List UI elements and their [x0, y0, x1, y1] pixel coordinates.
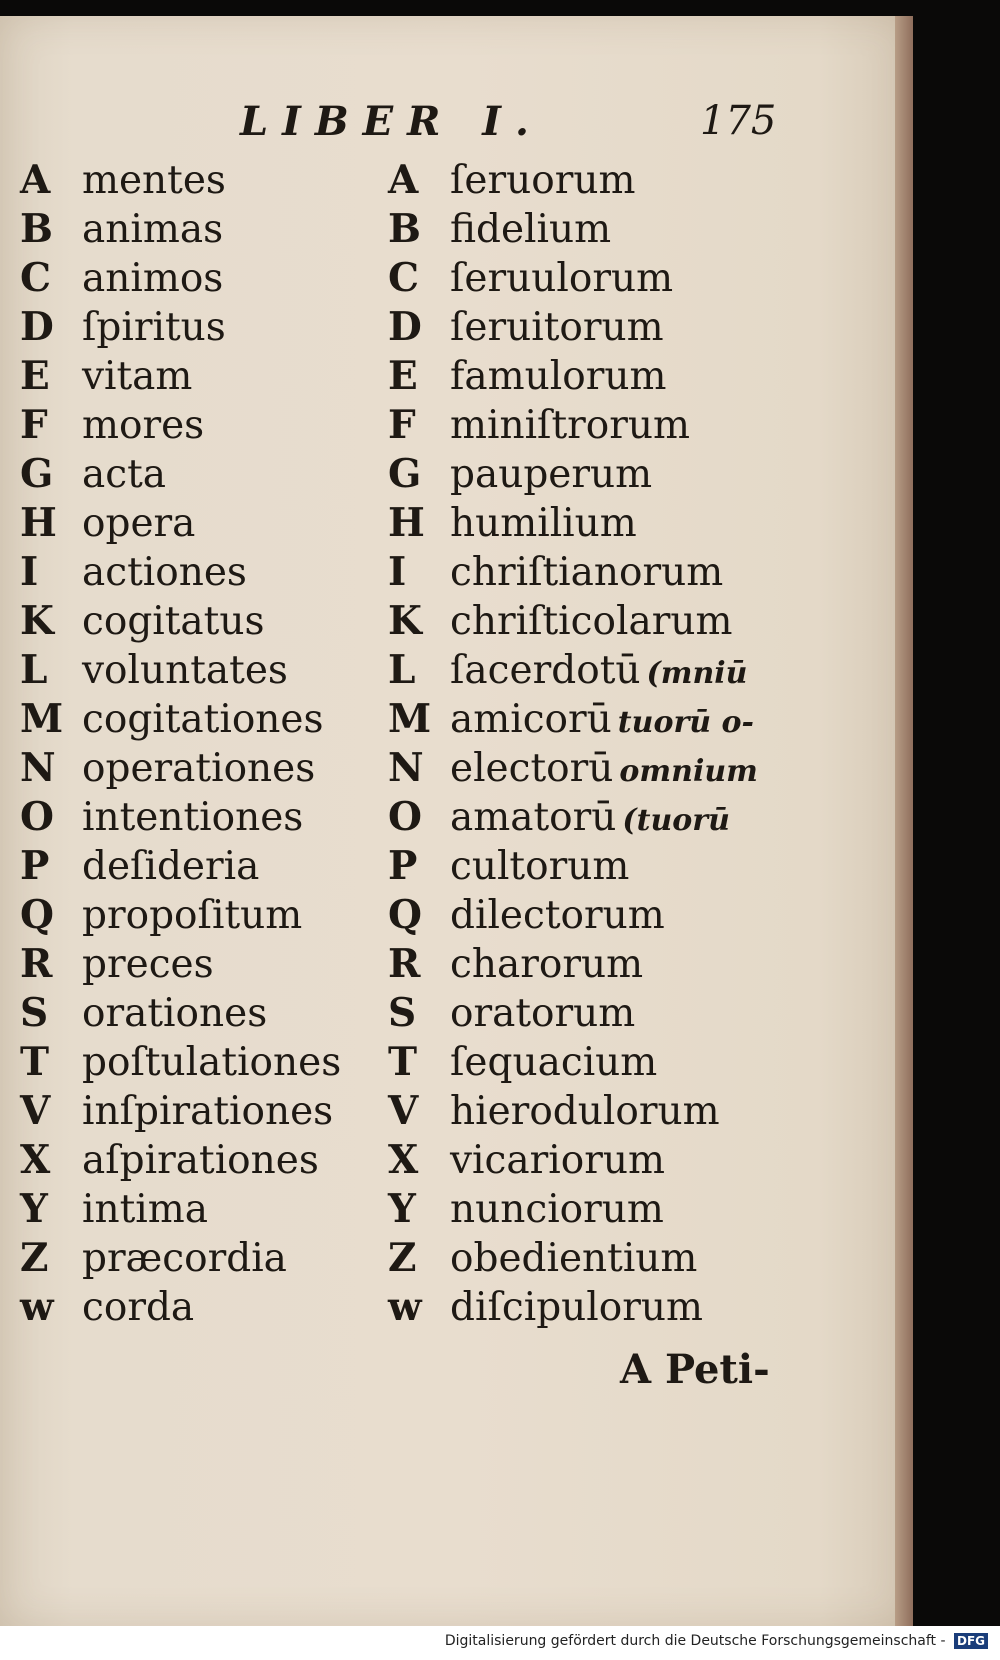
entry-word: actiones — [82, 550, 247, 595]
book-page — [0, 16, 910, 1626]
entry-letter: V — [20, 1088, 51, 1134]
entry-letter: L — [20, 647, 48, 693]
list-item — [388, 744, 758, 793]
entry-note: (tuorū — [622, 803, 730, 838]
list-item — [20, 1038, 341, 1087]
list-item — [388, 891, 758, 940]
entry-word: chriſticolarum — [450, 599, 733, 644]
footer-credit-text: Digitalisierung gefördert durch die Deutsche Forschungsgemeinschaft - — [444, 1633, 946, 1649]
entry-letter: C — [388, 255, 420, 301]
list-item — [388, 254, 758, 303]
entry-letter: O — [388, 794, 422, 840]
list-item — [388, 646, 758, 695]
list-item — [388, 1087, 758, 1136]
entry-letter: B — [388, 206, 421, 252]
running-title: LIBER I. — [240, 98, 543, 145]
list-item — [20, 303, 341, 352]
list-item — [20, 989, 341, 1038]
list-item — [20, 254, 341, 303]
list-item — [20, 842, 341, 891]
entry-letter: G — [388, 451, 422, 497]
entry-word: ſeruorum — [450, 158, 636, 203]
entry-letter: w — [388, 1284, 422, 1330]
entry-letter: G — [20, 451, 54, 497]
list-item — [388, 450, 758, 499]
entry-note: omnium — [619, 754, 758, 789]
list-item — [388, 1136, 758, 1185]
entry-word: poſtulationes — [82, 1040, 342, 1085]
entry-letter: X — [388, 1137, 419, 1183]
list-item — [388, 352, 758, 401]
entry-word: fidelium — [450, 207, 612, 252]
list-item — [20, 1234, 341, 1283]
entry-word: ſacerdotū — [450, 648, 641, 693]
entry-letter: S — [388, 990, 417, 1036]
entry-note: (mniū — [646, 656, 748, 691]
entry-word: diſcipulorum — [450, 1285, 703, 1330]
entry-letter: H — [20, 500, 57, 546]
list-item — [20, 891, 341, 940]
entry-letter: R — [20, 941, 53, 987]
dfg-logo: DFG — [954, 1633, 988, 1649]
list-item — [20, 597, 341, 646]
entry-letter: I — [20, 549, 39, 595]
entry-word: obedientium — [450, 1236, 698, 1281]
entry-word: inſpirationes — [82, 1089, 334, 1134]
entry-letter: M — [20, 696, 64, 742]
entry-word: propoſitum — [82, 893, 303, 938]
entry-letter: F — [388, 402, 416, 448]
entry-word: aſpirationes — [82, 1138, 319, 1183]
right-column — [388, 156, 758, 1332]
list-item — [20, 401, 341, 450]
list-item — [388, 205, 758, 254]
entry-letter: S — [20, 990, 49, 1036]
entry-word: ſeruitorum — [450, 305, 664, 350]
entry-letter: T — [20, 1039, 50, 1085]
entry-word: cultorum — [450, 844, 630, 889]
entry-letter: H — [388, 500, 425, 546]
list-item — [20, 940, 341, 989]
entry-word: amicorū — [450, 697, 612, 742]
entry-letter: X — [20, 1137, 51, 1183]
entry-letter: Y — [388, 1186, 416, 1232]
entry-letter: E — [388, 353, 418, 399]
list-item — [388, 303, 758, 352]
entry-letter: V — [388, 1088, 419, 1134]
entry-word: præcordia — [82, 1236, 287, 1281]
entry-letter: A — [20, 157, 51, 203]
entry-letter: P — [388, 843, 418, 889]
entry-word: oratorum — [450, 991, 636, 1036]
list-item — [20, 1185, 341, 1234]
entry-word: animos — [82, 256, 224, 301]
list-item — [388, 499, 758, 548]
footer-credit — [445, 1633, 988, 1649]
entry-letter: D — [388, 304, 422, 350]
entry-word: cogitationes — [82, 697, 324, 742]
list-item — [20, 352, 341, 401]
entry-word: voluntates — [82, 648, 288, 693]
entry-word: pauperum — [450, 452, 653, 497]
entry-word: humilium — [450, 501, 637, 546]
entry-letter: F — [20, 402, 48, 448]
entry-word: charorum — [450, 942, 644, 987]
entry-letter: Z — [388, 1235, 417, 1281]
entry-word: opera — [82, 501, 196, 546]
entry-word: acta — [82, 452, 167, 497]
entry-letter: w — [20, 1284, 54, 1330]
entry-word: nunciorum — [450, 1187, 664, 1232]
entry-letter: K — [20, 598, 54, 644]
entry-letter: P — [20, 843, 50, 889]
entry-word: miniſtrorum — [450, 403, 691, 448]
entry-word: cogitatus — [82, 599, 265, 644]
entry-word: ſpiritus — [82, 305, 226, 350]
list-item — [388, 156, 758, 205]
entry-word: electorū — [450, 746, 614, 791]
catchword: A Peti- — [620, 1346, 770, 1393]
entry-word: corda — [82, 1285, 195, 1330]
list-item — [388, 597, 758, 646]
entry-letter: M — [388, 696, 432, 742]
entry-letter: N — [388, 745, 424, 791]
entry-letter: B — [20, 206, 53, 252]
list-item — [388, 548, 758, 597]
entry-letter: Y — [20, 1186, 48, 1232]
entry-letter: O — [20, 794, 54, 840]
list-item — [20, 1283, 341, 1332]
entry-letter: I — [388, 549, 407, 595]
entry-word: animas — [82, 207, 224, 252]
list-item — [20, 1136, 341, 1185]
list-item — [388, 1234, 758, 1283]
entry-word: famulorum — [450, 354, 667, 399]
list-item — [20, 156, 341, 205]
list-item — [388, 989, 758, 1038]
entry-letter: D — [20, 304, 54, 350]
entry-word: orationes — [82, 991, 268, 1036]
entry-word: mentes — [82, 158, 226, 203]
entry-word: operationes — [82, 746, 316, 791]
entry-letter: Z — [20, 1235, 49, 1281]
entry-word: vitam — [82, 354, 193, 399]
entry-word: deſideria — [82, 844, 260, 889]
list-item — [20, 548, 341, 597]
entry-word: dilectorum — [450, 893, 665, 938]
list-item — [388, 1185, 758, 1234]
entry-word: hierodulorum — [450, 1089, 720, 1134]
page-number: 175 — [700, 98, 777, 144]
digitization-footer — [0, 1626, 1000, 1660]
list-item — [388, 793, 758, 842]
entry-word: ſeruulorum — [450, 256, 674, 301]
list-item — [20, 450, 341, 499]
entry-word: chriſtianorum — [450, 550, 724, 595]
entry-letter: T — [388, 1039, 418, 1085]
entry-letter: K — [388, 598, 422, 644]
list-item — [388, 695, 758, 744]
list-item — [388, 1038, 758, 1087]
entry-word: preces — [82, 942, 214, 987]
entry-letter: A — [388, 157, 419, 203]
list-item — [20, 1087, 341, 1136]
list-item — [388, 940, 758, 989]
entry-word: intentiones — [82, 795, 304, 840]
entry-note: tuorū o- — [617, 705, 754, 740]
list-item — [388, 401, 758, 450]
entry-letter: R — [388, 941, 421, 987]
entry-letter: C — [20, 255, 52, 301]
list-item — [20, 646, 341, 695]
entry-word: intima — [82, 1187, 208, 1232]
list-item — [388, 842, 758, 891]
list-item — [20, 499, 341, 548]
entry-word: ſequacium — [450, 1040, 658, 1085]
list-item — [388, 1283, 758, 1332]
page-edge — [895, 16, 913, 1626]
list-item — [20, 205, 341, 254]
entry-word: vicariorum — [450, 1138, 665, 1183]
list-item — [20, 793, 341, 842]
entry-letter: Q — [20, 892, 54, 938]
entry-letter: E — [20, 353, 50, 399]
list-item — [20, 744, 341, 793]
entry-letter: N — [20, 745, 56, 791]
entry-letter: L — [388, 647, 416, 693]
left-column — [20, 156, 341, 1332]
list-item — [20, 695, 341, 744]
entry-word: mores — [82, 403, 205, 448]
entry-word: amatorū — [450, 795, 617, 840]
entry-letter: Q — [388, 892, 422, 938]
